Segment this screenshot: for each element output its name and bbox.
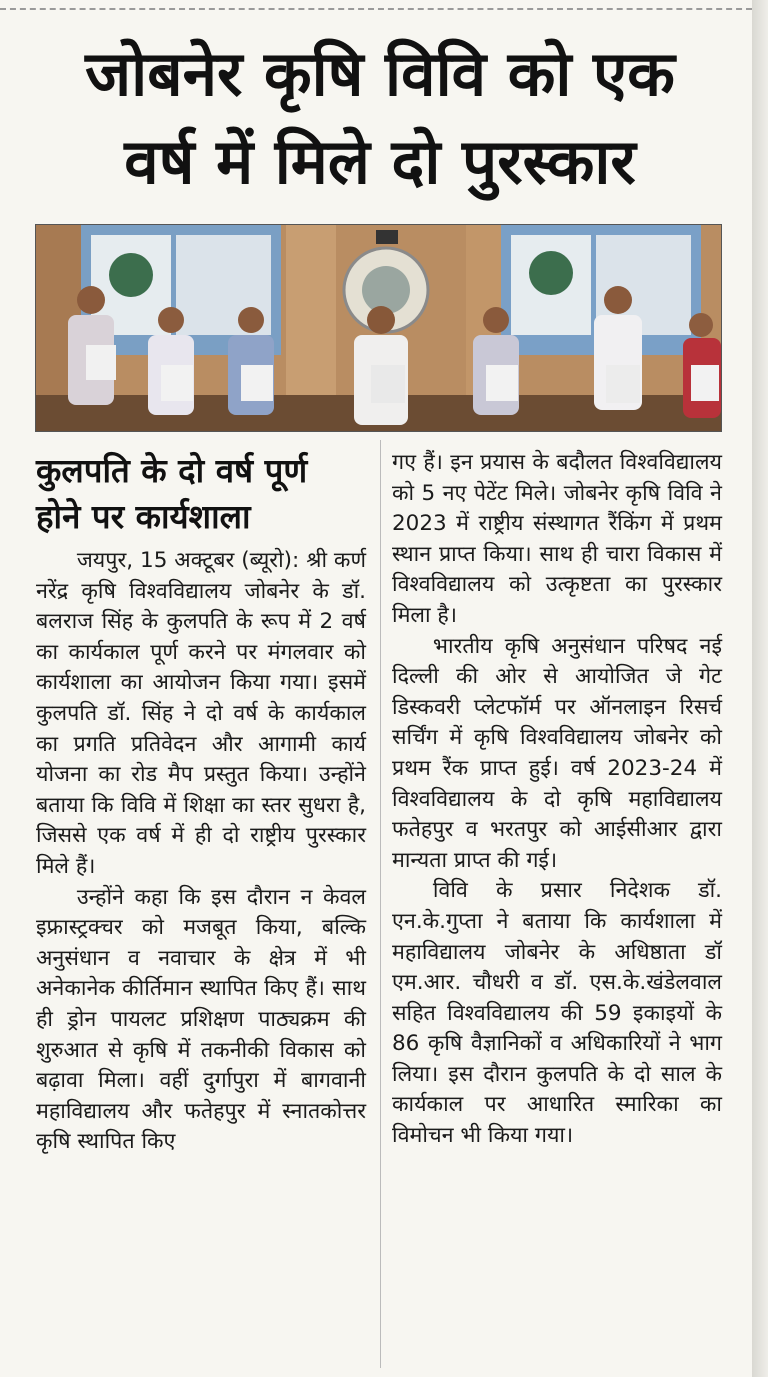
paragraph-3: भारतीय कृषि अनुसंधान परिषद नई दिल्ली की ओर से आयोजित जे गेट डिस्कवरी प्लेटफॉर्म पर ऑनलाइन रिसर्च सर्चिंग में कृषि विश्वविद्यालय जोबनेर को प्रथम रैंक प्राप्त हुई। वर्ष 2023-24 में विश्वविद्यालय के दो कृषि महाविद्यालय फतेहपुर व भरतपुर को आईसीआर द्वारा मान्यता प्राप्त की गई। bbox=[392, 633, 722, 873]
page-edge bbox=[752, 0, 768, 1377]
subheadline-line-2: होने पर कार्यशाला bbox=[36, 497, 251, 536]
headline-line-1: जोबनेर कृषि विवि को एक bbox=[85, 37, 675, 110]
subheadline bbox=[36, 448, 366, 540]
subheadline-line-1: कुलपति के दो वर्ष पूर्ण bbox=[36, 451, 308, 490]
paragraph-1-text: श्री कर्ण नरेंद्र कृषि विश्वविद्यालय जोबनेर के डॉ. बलराज सिंह के कुलपति के रूप में 2 वर्ष का कार्यकाल पूर्ण करने पर मंगलवार को कार्यशाला का आयोजन किया गया। इसमें कुलपति डॉ. सिंह ने दो वर्ष के कार्यकाल का प्रगति प्रतिवेदन और आगामी कार्य योजना का रोड मैप प्रस्तुत किया। उन्होंने बताया कि विवि में शिक्षा का स्तर सुधरा है, जिससे एक वर्ष में ही दो राष्ट्रीय पुरस्कार मिले हैं। bbox=[36, 548, 366, 879]
paragraph-4: विवि के प्रसार निदेशक डॉ. एन.के.गुप्ता ने बताया कि कार्यशाला में महाविद्यालय जोबनेर के अधिष्ठाता डॉ एम.आर. चौधरी व डॉ. एस.के.खंडेलवाल सहित विश्वविद्यालय की 59 इकाइयों के 86 कृषि वैज्ञानिकों व अधिकारियों ने भाग लिया। इस दौरान कुलपति के दो साल के कार्यकाल पर आधारित स्मारिका का विमोचन भी किया गया। bbox=[392, 878, 722, 1149]
column-divider bbox=[380, 440, 381, 1368]
paragraph-2: उन्होंने कहा कि इस दौरान न केवल इफ्रास्ट्रक्चर को मजबूत किया, बल्कि अनुसंधान व नवाचार के क्षेत्र में भी अनेकानेक कीर्तिमान स्थापित किए हैं। साथ ही ड्रोन पायलट प्रशिक्षण पाठ्यक्रम की शुरुआत से कृषि में तकनीकी विकास को बढ़ावा मिला। वहीं दुर्गापुरा में बागवानी महाविद्यालय और फतेहपुर में स्नातकोत्तर कृषि स्थापित किए bbox=[36, 884, 366, 1155]
page-top-rule bbox=[0, 8, 752, 10]
event-photo-illustration bbox=[36, 225, 721, 431]
headline bbox=[30, 30, 730, 206]
headline-line-2: वर्ष में मिले दो पुरस्कार bbox=[124, 125, 636, 198]
dateline: जयपुर, 15 अक्टूबर (ब्यूरो): bbox=[76, 548, 300, 573]
article-column-1 bbox=[36, 546, 366, 1158]
article-column-2 bbox=[392, 448, 722, 1152]
event-photo bbox=[35, 224, 722, 432]
paragraph-1 bbox=[36, 546, 366, 883]
paragraph-2-continued: गए हैं। इन प्रयास के बदौलत विश्वविद्यालय को 5 नए पेटेंट मिले। जोबनेर कृषि विवि ने 2023 में राष्ट्रीय संस्थागत रैंकिंग में प्रथम स्थान प्राप्त किया। साथ ही चारा विकास में विश्वविद्यालय को उत्कृष्टता का पुरस्कार मिला है। bbox=[392, 450, 722, 628]
